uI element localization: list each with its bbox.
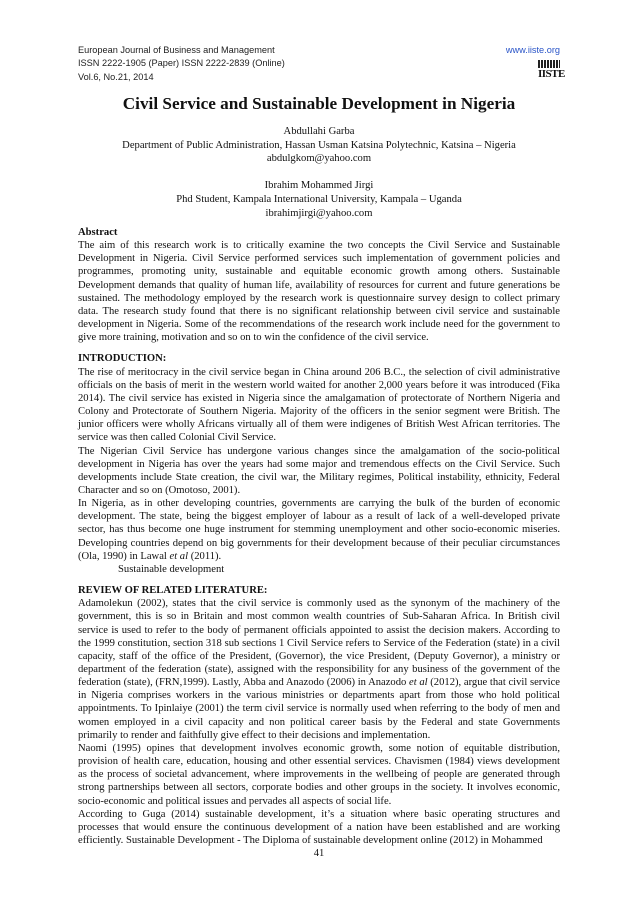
review-paragraph: Adamolekun (2002), states that the civil service is commonly used as the synonym of the machinery of the government, this is so in Britain and most common wealth countries of Sub-Saharan Africa. In British civil service is used to refer to the body of permanent officials appointed to assist the decision makers. According to the 1999 constitution, section 318 sub sections 1 Civil Service refers to Service of the Federation (state) in a civil capacity, staff of the office of the President, (Governor), the vice President, (Deputy Governor), a ministry or department of the federation (state), assigned with the responsibility for any business of the government of the federation (state), (FRN,1999). Lastly, Abba and Anazodo (2006) in Anazodo et al (2012), argue that civil service in Nigeria comprises workers in the various ministries or departments apart from those who hold political appointments. To Ipinlaiye (2001) the term civil service is normally used when referring to the body of men and women employed in a civil capacity and non political career basis by the Federal and state Governments primarily to render and faithfully give effect to their decisions and implementation. — [78, 598, 560, 741]
iiste-logo — [538, 60, 565, 80]
iiste-logo-text: IISTE — [538, 68, 565, 80]
author-email: ibrahimjirgi@yahoo.com — [265, 207, 373, 219]
abstract-heading: Abstract — [78, 227, 118, 238]
review-paragraph: Naomi (1995) opines that development involves economic growth, some notion of equitable distribution, provision of health care, education, housing and other essential services. Chavismen (1984) views development as the process of societal advancement, where improvements in the wellbeing of people are generated through strong partnerships between all sectors, corporate bodies and other groups in the society. It involves economic, socio-economic and political issues and pervades all aspects of social life. — [78, 742, 560, 807]
page-number: 41 — [313, 848, 325, 859]
paper-title: Civil Service and Sustainable Development in Nigeria — [122, 94, 516, 113]
journal-url-link[interactable]: www.iiste.org — [505, 45, 560, 55]
author-block — [78, 125, 560, 220]
introduction-paragraph: The Nigerian Civil Service has undergone various changes since the amalgamation of the socio-political development in Nigeria has over the years had some major and tremendous effects on the Civil Service. Such developments include State creation, the civil war, the Military regimes, Political instability, ethnicity, Federal Character and so on (Omotoso, 2001). — [78, 445, 560, 496]
abstract-text: The aim of this research work is to critically examine the two concepts the Civil Service and Sustainable Development in Nigeria. Civil Service performed services such implementation of government policies and programmes, promoting unity, sustainable and equitable economic growth among others. Sustainable Development demands that quality of human life, availability of resources for current and future generations be sustained. The methodology employed by the research work is questionnaire survey design to collect primary data. The research study found that there is no significant relationship between civil service and sustainable development in Nigeria. Some of the recommendations of the research work include need for the government to give more training, motivation and so on to win the confidence of the civil service. — [78, 240, 560, 344]
author-email: abdulgkom@yahoo.com — [266, 153, 372, 165]
introduction-paragraph: In Nigeria, as in other developing countries, governments are carrying the bulk of the burden of economic development. The state, being the biggest employer of labour as a result of lack of a well-developed private sector, has thus become one huge instrument for stemming unemployment and other socio-economic miseries. Developing countries depend on big governments for their development because of their peculiar circumstances (Ola, 1990) in Lawal et al (2011). — [78, 498, 560, 562]
author-name: Ibrahim Mohammed Jirgi — [264, 180, 374, 192]
journal-volume: Vol.6, No.21, 2014 — [78, 71, 154, 82]
review-paragraph: According to Guga (2014) sustainable development, it’s a situation where basic operating structures and processes that would ensure the continuous development of a nation have been established and are working efficiently. Sustainable Development - The Diploma of sustainable development online (2012) in Mohammed — [78, 808, 560, 847]
journal-name: European Journal of Business and Management — [78, 45, 275, 55]
journal-header — [78, 44, 565, 84]
sustainable-development-subhead: Sustainable development — [118, 563, 225, 575]
author-affiliation: Phd Student, Kampala International University, Kampala – Uganda — [176, 193, 462, 205]
paper-body — [78, 226, 560, 847]
review-heading: REVIEW OF RELATED LITERATURE: — [78, 585, 268, 597]
journal-issn: ISSN 2222-1905 (Paper) ISSN 2222-2839 (Online) — [78, 58, 285, 69]
introduction-paragraph: The rise of meritocracy in the civil service began in China around 206 B.C., the selection of civil administrative officials on the basis of merit in the western world waited for another 2,000 years before it was introduced (Fika 2014). The civil service has existed in Nigeria since the amalgamation of protectorate of Northern Nigeria and Colony and Protectorate of Southern Nigeria. Majority of the officers in the senior segment were British. The junior officers were wholly Africans virtually all of them were indigenes of British West African territories. The service was then called Colonial Civil Service. — [78, 366, 560, 444]
author-affiliation: Department of Public Administration, Hassan Usman Katsina Polytechnic, Katsina – Nigeria — [122, 139, 516, 151]
author-name: Abdullahi Garba — [283, 126, 355, 137]
introduction-heading: INTRODUCTION: — [78, 353, 167, 365]
